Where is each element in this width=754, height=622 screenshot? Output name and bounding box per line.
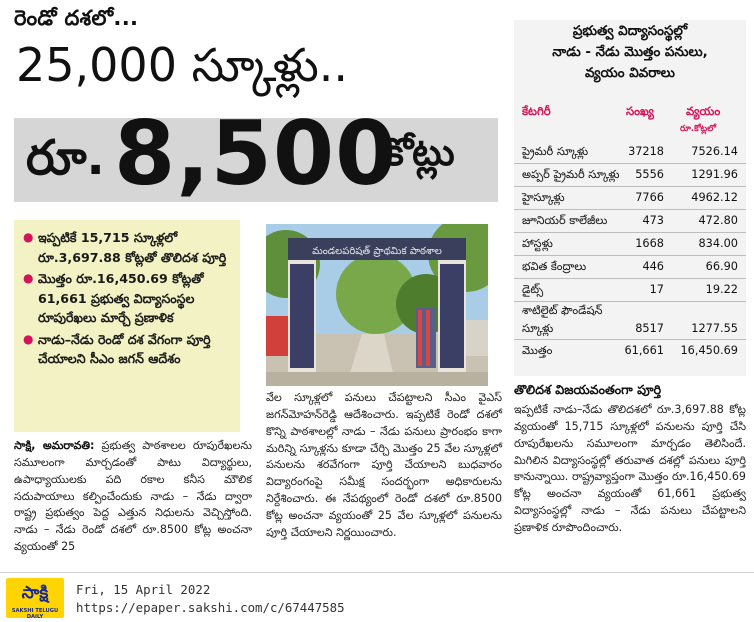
table-row: జూనియర్ కాలేజీలు 473 472.80 <box>514 210 746 233</box>
gate-sign-text: మండలపరిషత్ ప్రాథమిక పాఠశాల <box>312 246 442 257</box>
school-gate-illustration <box>266 224 488 386</box>
table-row: ప్రైమరీ స్కూళ్లు 37218 7526.14 <box>514 141 746 164</box>
headline-kicker: రెండో దశలో... <box>14 6 139 30</box>
table-row: శాటిలైట్ ఫౌండేషన్ స్కూళ్లు 8517 1277.55 <box>514 302 746 340</box>
table-row: హాస్టళ్లు 1668 834.00 <box>514 233 746 256</box>
highlight-item: ● ఇప్పటికే 15,715 స్కూళ్లలో రూ.3,697.88 కోట్లతో తొలిదశ పూర్తి <box>22 228 232 267</box>
table-total-row: మొత్తం 61,661 16,450.69 <box>522 344 738 357</box>
article-column-3: ఇప్పటికే నాడు–నేడు తొలిదశలో రూ.3,697.88 కోట్ల వ్యయంతో 15,715 స్కూళ్లలో పనులను పూర్తి చేసి రూపురేఖలను సమూలంగా మార్చడం తెలిసిందే. మిగిలిన విద్యాసంస్థల్లో తరువాత దశల్లో పనులు పూర్తి కానున్నాయి. రాష్ట్రవ్యాప్తంగా మొత్తం రూ.16,450.69 కోట్ల అంచనా వ్యయంతో 61,661 ప్రభుత్వ విద్యాసంస్థల్లో నాడు – నేడు పనులు చేపట్టాలని ప్రణాళిక రూపొందించారు. <box>514 403 746 535</box>
table-row: హైస్కూళ్లు 7766 4962.12 <box>514 187 746 210</box>
banner-amount: 8,500 <box>114 102 398 205</box>
edition-date: Fri, 15 April 2022 <box>76 582 211 597</box>
table-title: ప్రభుత్వ విద్యాసంస్థల్లో నాడు - నేడు మొత్తం పనులు, వ్యయం వివరాలు <box>552 24 708 81</box>
article-column-1: సాక్షి, అమరావతి: ప్రభుత్వ పాఠశాలల రూపురేఖలను సమూలంగా మార్చడంతో పాటు విద్యార్థులు, ఉపాధ్యాయులకు పది రకాల కనీస మౌలిక సదుపాయాలు కల్పించేందుకు నాడు – నేడు ద్వారా రాష్ట్ర ప్రభుత్వం పెద్ద ఎత్తున నిధులను వెచ్చిస్తోంది. నాడు – నేడు రెండో దశలో రూ.8500 కోట్ల అంచనా వ్యయంతో 25 <box>14 439 252 554</box>
table-header-amount: వ్యయం <box>686 104 721 118</box>
column-3-heading: తొలిదశ విజయవంతంగా పూర్తి <box>514 382 662 397</box>
logo-subtitle: SAKSHI TELUGU DAILY <box>11 608 59 620</box>
epaper-link[interactable]: https://epaper.sakshi.com/c/67447585 <box>76 600 345 615</box>
article-byline: సాక్షి, అమరావతి: <box>14 439 95 452</box>
banner-suffix: కోట్లు <box>384 130 455 174</box>
table-header-unit: రూ.కోట్లలో <box>680 124 716 134</box>
logo-text: సాక్షి <box>21 583 49 603</box>
table-row: భవిత కేంద్రాలు 446 66.90 <box>514 256 746 279</box>
school-gate-photo <box>266 224 488 386</box>
banner-prefix: రూ. <box>26 130 105 186</box>
table-header-category: కేటగిరీ <box>522 104 551 118</box>
table-header-count: సంఖ్య <box>626 104 654 118</box>
highlight-item: ● మొత్తం రూ.16,450.69 కోట్లతో 61,661 ప్రభుత్వ విద్యాసంస్థల రూపురేఖలు మార్చే ప్రణాళిక <box>22 269 232 328</box>
table-row: అప్పర్ ప్రైమరీ స్కూళ్లు 5556 1291.96 <box>514 164 746 187</box>
article-column-2: వేల స్కూళ్లలో పనులు చేపట్టాలని సీఎం వైఎస్ జగన్‌మోహన్‌రెడ్డి ఆదేశించారు. ఇప్పటికే రెండో దశలో కొన్ని పాఠశాలల్లో నాడు – నేడు పనులు ప్రారంభం కాగా మరిన్ని స్కూళ్లను కూడా చేర్చి మొత్తం 25 వేల స్కూళ్లలో పనులను శరవేగంగా పూర్తి చేయాలని బుధవారం విద్యారంగంపై సమీక్ష సందర్భంగా అధికారులను నిర్దేశించారు. ఈ నేపథ్యంలో రెండో దశలో రూ.8500 కోట్ల అంచనా వ్యయంతో 25 వేల స్కూళ్లలో పనులను పూర్తి చేయాలని నిర్ణయించారు. <box>266 391 502 539</box>
highlights-box <box>14 220 240 432</box>
highlight-item: ● నాడు–నేడు రెండో దశ వేగంగా పూర్తి చేయాలని సీఎం జగన్ ఆదేశం <box>22 330 232 369</box>
headline-schools: 25,000 స్కూళ్లు.. <box>16 38 348 92</box>
table-row: డైట్స్ 17 19.22 <box>514 279 746 302</box>
